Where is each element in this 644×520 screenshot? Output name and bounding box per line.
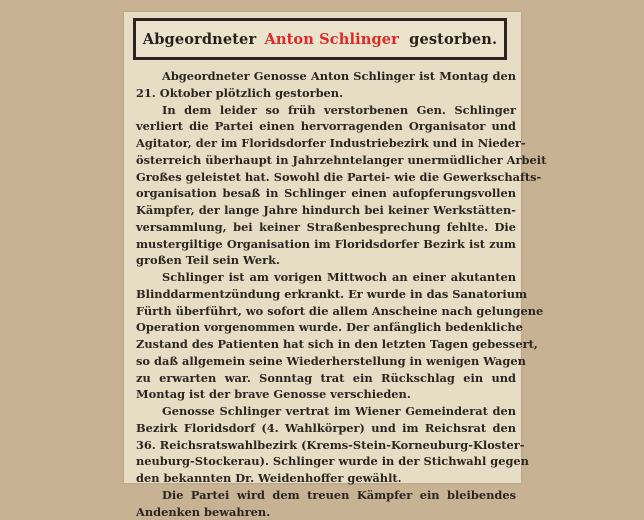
- headline: [143, 31, 497, 48]
- text-line: Andenken bewahren.: [136, 504, 516, 520]
- article-body: [136, 68, 516, 520]
- text-line: großen Teil sein Werk.: [136, 252, 516, 269]
- text-line: Großes geleistet hat. Sowohl die Partei- wie die Gewerkschafts-: [136, 169, 516, 186]
- text-line: Abgeordneter Genosse Anton Schlinger ist Montag den: [136, 68, 516, 85]
- text-line: 21. Oktober plötzlich gestorben.: [136, 85, 516, 102]
- headline-box: [133, 18, 507, 60]
- text-line: Zustand des Patienten hat sich in den letzten Tagen gebessert,: [136, 336, 516, 353]
- text-line: versammlung, bei keiner Straßenbesprechung fehlte. Die: [136, 219, 516, 236]
- text-line: zu erwarten war. Sonntag trat ein Rückschlag ein und: [136, 370, 516, 387]
- text-line: Bezirk Floridsdorf (4. Wahlkörper) und im Reichsrat den: [136, 420, 516, 437]
- text-line: Blinddarmentzündung erkrankt. Er wurde in das Sanatorium: [136, 286, 516, 303]
- text-line: organisation besaß in Schlinger einen aufopferungsvollen: [136, 185, 516, 202]
- text-line: Agitator, der im Floridsdorfer Industriebezirk und in Nieder-: [136, 135, 516, 152]
- text-line: 36. Reichsratswahlbezirk (Krems-Stein-Korneuburg-Kloster-: [136, 437, 516, 454]
- headline-prefix: Abgeordneter: [143, 31, 256, 48]
- text-line: Die Partei wird dem treuen Kämpfer ein bleibendes: [136, 487, 516, 504]
- text-line: mustergiltige Organisation im Floridsdorfer Bezirk ist zum: [136, 236, 516, 253]
- text-line: Schlinger ist am vorigen Mittwoch an einer akutanten: [136, 269, 516, 286]
- newspaper-clipping: [124, 12, 521, 483]
- text-line: Genosse Schlinger vertrat im Wiener Gemeinderat den: [136, 403, 516, 420]
- text-line: den bekannten Dr. Weidenhoffer gewählt.: [136, 470, 516, 487]
- text-line: verliert die Partei einen hervorragenden Organisator und: [136, 118, 516, 135]
- text-line: Operation vorgenommen wurde. Der anfänglich bedenkliche: [136, 319, 516, 336]
- headline-suffix: gestorben.: [407, 31, 497, 48]
- text-line: so daß allgemein seine Wiederherstellung in wenigen Wagen: [136, 353, 516, 370]
- text-line: Fürth überführt, wo sofort die allem Anscheine nach gelungene: [136, 303, 516, 320]
- text-line: neuburg-Stockerau). Schlinger wurde in der Stichwahl gegen: [136, 453, 516, 470]
- text-line: Kämpfer, der lange Jahre hindurch bei keiner Werkstätten-: [136, 202, 516, 219]
- text-line: In dem leider so früh verstorbenen Gen. Schlinger: [136, 102, 516, 119]
- text-line: österreich überhaupt in Jahrzehntelanger unermüdlicher Arbeit: [136, 152, 516, 169]
- headline-name: Anton Schlinger: [261, 31, 402, 48]
- text-line: Montag ist der brave Genosse verschieden.: [136, 386, 516, 403]
